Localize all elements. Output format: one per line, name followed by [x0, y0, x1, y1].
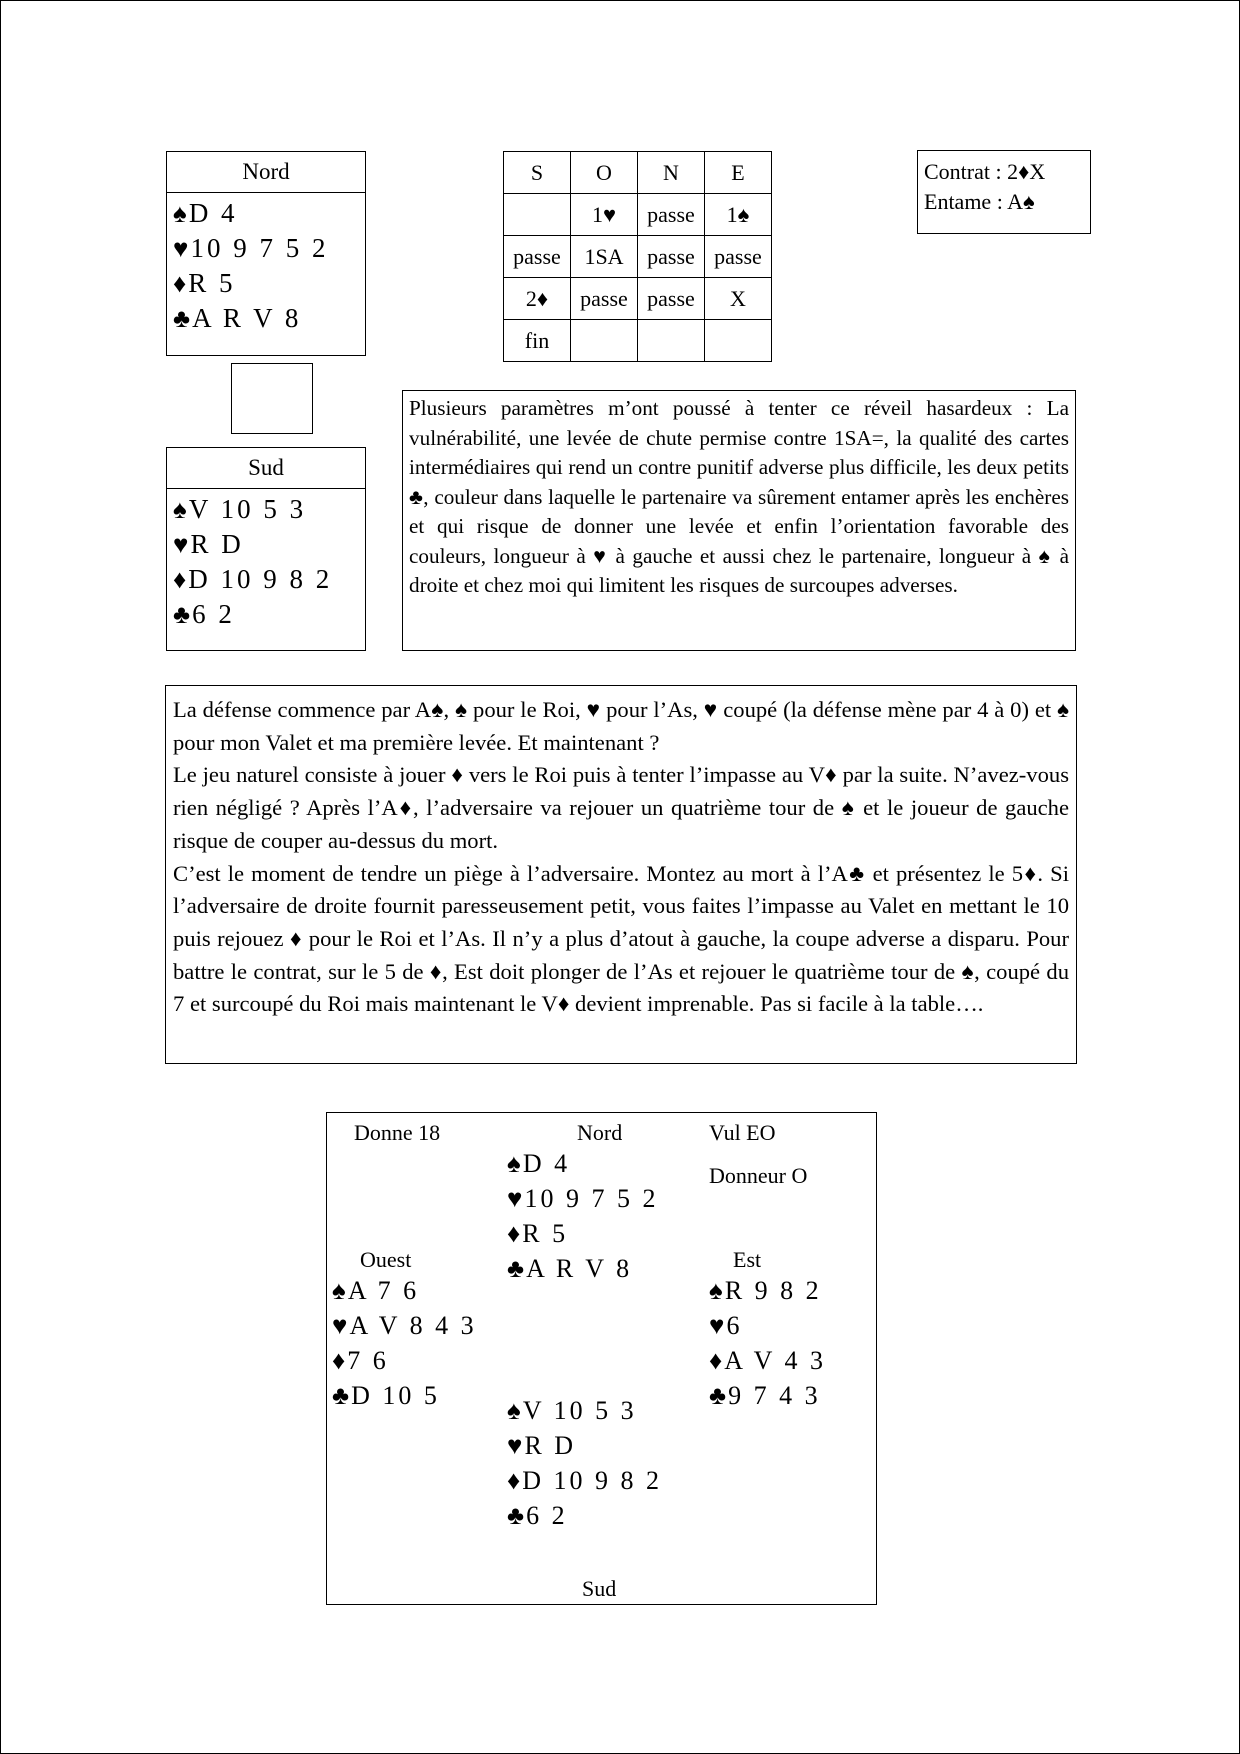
north-diamonds: ♦R 5	[507, 1219, 569, 1248]
west-diamonds: ♦7 6	[332, 1346, 389, 1375]
diamond-icon: ♦	[332, 1346, 346, 1375]
commentary-paragraph: C’est le moment de tendre un piège à l’adversaire. Montez au mort à l’A♣ et présentez le 5♦. Si l’adversaire de droite fournit paresseusement petit, vous faites l’impasse au Valet en mettant le 10 puis rejouez ♦ pour le Roi et l’As. Il n’y a plus d’atout à gauche, la coupe adverse a disparu. Pour battre le contrat, sur le 5 de ♦, Est doit plonger de l’As et rejouer le quatrième tour de ♠, coupé du 7 et surcoupé du Roi mais maintenant le V♦ devient imprenable. Pas si facile à la table….	[173, 860, 1069, 1017]
spade-icon: ♠	[507, 1396, 521, 1425]
spade-icon: ♠	[332, 1276, 346, 1305]
vulnerability: Vul EO	[709, 1120, 776, 1145]
south-spades: ♠V 10 5 3	[507, 1396, 637, 1425]
bidding-row	[504, 320, 772, 362]
bidding-row	[504, 236, 772, 278]
west-label: Ouest	[360, 1247, 412, 1272]
heart-icon: ♥	[507, 1431, 523, 1460]
bid-cell: fin	[504, 320, 571, 362]
south-clubs: ♣6 2	[173, 599, 235, 629]
south-label: Sud	[582, 1576, 617, 1601]
bidding-header-row	[504, 152, 772, 194]
west-hearts: ♥A V 8 4 3	[332, 1311, 477, 1340]
club-icon: ♣	[332, 1381, 350, 1410]
bid-header: S	[504, 152, 571, 194]
dealer: Donneur O	[709, 1163, 808, 1188]
club-icon: ♣	[173, 304, 191, 333]
north-clubs: ♣A R V 8	[507, 1254, 633, 1283]
deal-east-hand	[709, 1273, 826, 1413]
club-icon: ♣	[173, 600, 191, 629]
bid-cell: X	[705, 278, 772, 320]
heart-icon: ♥	[709, 1311, 725, 1340]
bidding-row	[504, 278, 772, 320]
club-icon: ♣	[507, 1501, 525, 1530]
north-hearts: ♥10 9 7 5 2	[173, 233, 329, 263]
spade-icon: ♠	[173, 495, 187, 524]
north-spades: ♠D 4	[173, 198, 238, 228]
commentary-text-1: Plusieurs paramètres m’ont poussé à tenter ce réveil hasardeux : La vulnérabilité, une levée de chute permise contre 1SA=, la qualité des cartes intermédiaires qui rend un contre punitif adverse plus difficile, les deux petits ♣, couleur dans laquelle le partenaire va sûrement entamer après les enchères et qui risque de donner une levée et enfin l’orientation favorable des couleurs, longueur à ♥ à gauche et aussi chez le partenaire, longueur à ♠ à droite et chez moi qui limitent les risques de surcoupes adverses.	[409, 396, 1069, 597]
west-spades: ♠A 7 6	[332, 1276, 420, 1305]
south-hearts: ♥R D	[507, 1431, 577, 1460]
east-diamonds: ♦A V 4 3	[709, 1346, 826, 1375]
bidding-row	[504, 194, 772, 236]
south-diamonds: ♦D 10 9 8 2	[507, 1466, 663, 1495]
south-hearts: ♥R D	[173, 529, 244, 559]
deal-north-hand	[507, 1146, 658, 1286]
bid-cell	[571, 320, 638, 362]
spade-icon: ♠	[709, 1276, 723, 1305]
bid-cell: passe	[638, 194, 705, 236]
east-hearts: ♥6	[709, 1311, 743, 1340]
north-hearts: ♥10 9 7 5 2	[507, 1184, 659, 1213]
bid-cell: 1♠	[705, 194, 772, 236]
south-hand-box	[166, 447, 366, 651]
diamond-icon: ♦	[173, 269, 187, 298]
commentary-paragraph: Le jeu naturel consiste à jouer ♦ vers le Roi puis à tenter l’impasse au V♦ par la suite. N’avez-vous rien négligé ? Après l’A♦, l’adversaire va rejouer un quatrième tour de ♠ et le joueur de gauche risque de couper au-dessus du mort.	[173, 762, 1069, 853]
north-hand-box	[166, 151, 366, 356]
east-label: Est	[733, 1247, 762, 1272]
bid-cell	[705, 320, 772, 362]
bidding-table	[503, 151, 772, 362]
heart-icon: ♥	[173, 530, 189, 559]
bid-cell: 1♥	[571, 194, 638, 236]
east-spades: ♠R 9 8 2	[709, 1276, 822, 1305]
deal-diagram	[326, 1112, 877, 1605]
lead-line: Entame : A♠	[924, 189, 1035, 214]
north-clubs: ♣A R V 8	[173, 303, 302, 333]
club-icon: ♣	[507, 1254, 525, 1283]
bid-cell: passe	[638, 278, 705, 320]
north-label: Nord	[577, 1120, 623, 1145]
club-icon: ♣	[709, 1381, 727, 1410]
heart-icon: ♥	[507, 1184, 523, 1213]
spade-icon: ♠	[507, 1149, 521, 1178]
deal-west-hand	[332, 1273, 477, 1413]
north-spades: ♠D 4	[507, 1149, 571, 1178]
bid-header: O	[571, 152, 638, 194]
east-clubs: ♣9 7 4 3	[709, 1381, 821, 1410]
commentary-paragraph: La défense commence par A♠, ♠ pour le Roi, ♥ pour l’As, ♥ coupé (la défense mène par 4 à 0) et ♠ pour mon Valet et ma première levée. Et maintenant ?	[173, 697, 1069, 755]
bid-cell: passe	[638, 236, 705, 278]
bid-header: E	[705, 152, 772, 194]
heart-icon: ♥	[332, 1311, 348, 1340]
south-clubs: ♣6 2	[507, 1501, 568, 1530]
south-spades: ♠V 10 5 3	[173, 494, 307, 524]
north-title: Nord	[167, 152, 365, 193]
diamond-icon: ♦	[507, 1466, 521, 1495]
heart-icon: ♥	[173, 234, 189, 263]
commentary-box-1	[402, 390, 1076, 651]
diamond-icon: ♦	[507, 1219, 521, 1248]
diamond-icon: ♦	[173, 565, 187, 594]
contract-box	[917, 150, 1091, 234]
bid-cell	[638, 320, 705, 362]
bid-cell: 1SA	[571, 236, 638, 278]
bid-cell	[504, 194, 571, 236]
south-title: Sud	[167, 448, 365, 489]
bid-cell: passe	[504, 236, 571, 278]
north-diamonds: ♦R 5	[173, 268, 236, 298]
bid-cell: 2♦	[504, 278, 571, 320]
bid-cell: passe	[705, 236, 772, 278]
contract-line: Contrat : 2♦X	[924, 159, 1046, 184]
commentary-box-2	[165, 685, 1077, 1064]
table-square	[231, 363, 313, 434]
diamond-icon: ♦	[709, 1346, 723, 1375]
south-diamonds: ♦D 10 9 8 2	[173, 564, 333, 594]
bid-header: N	[638, 152, 705, 194]
spade-icon: ♠	[173, 199, 187, 228]
deal-south-hand	[507, 1393, 662, 1533]
bid-cell: passe	[571, 278, 638, 320]
board-number: Donne 18	[354, 1120, 441, 1145]
west-clubs: ♣D 10 5	[332, 1381, 440, 1410]
